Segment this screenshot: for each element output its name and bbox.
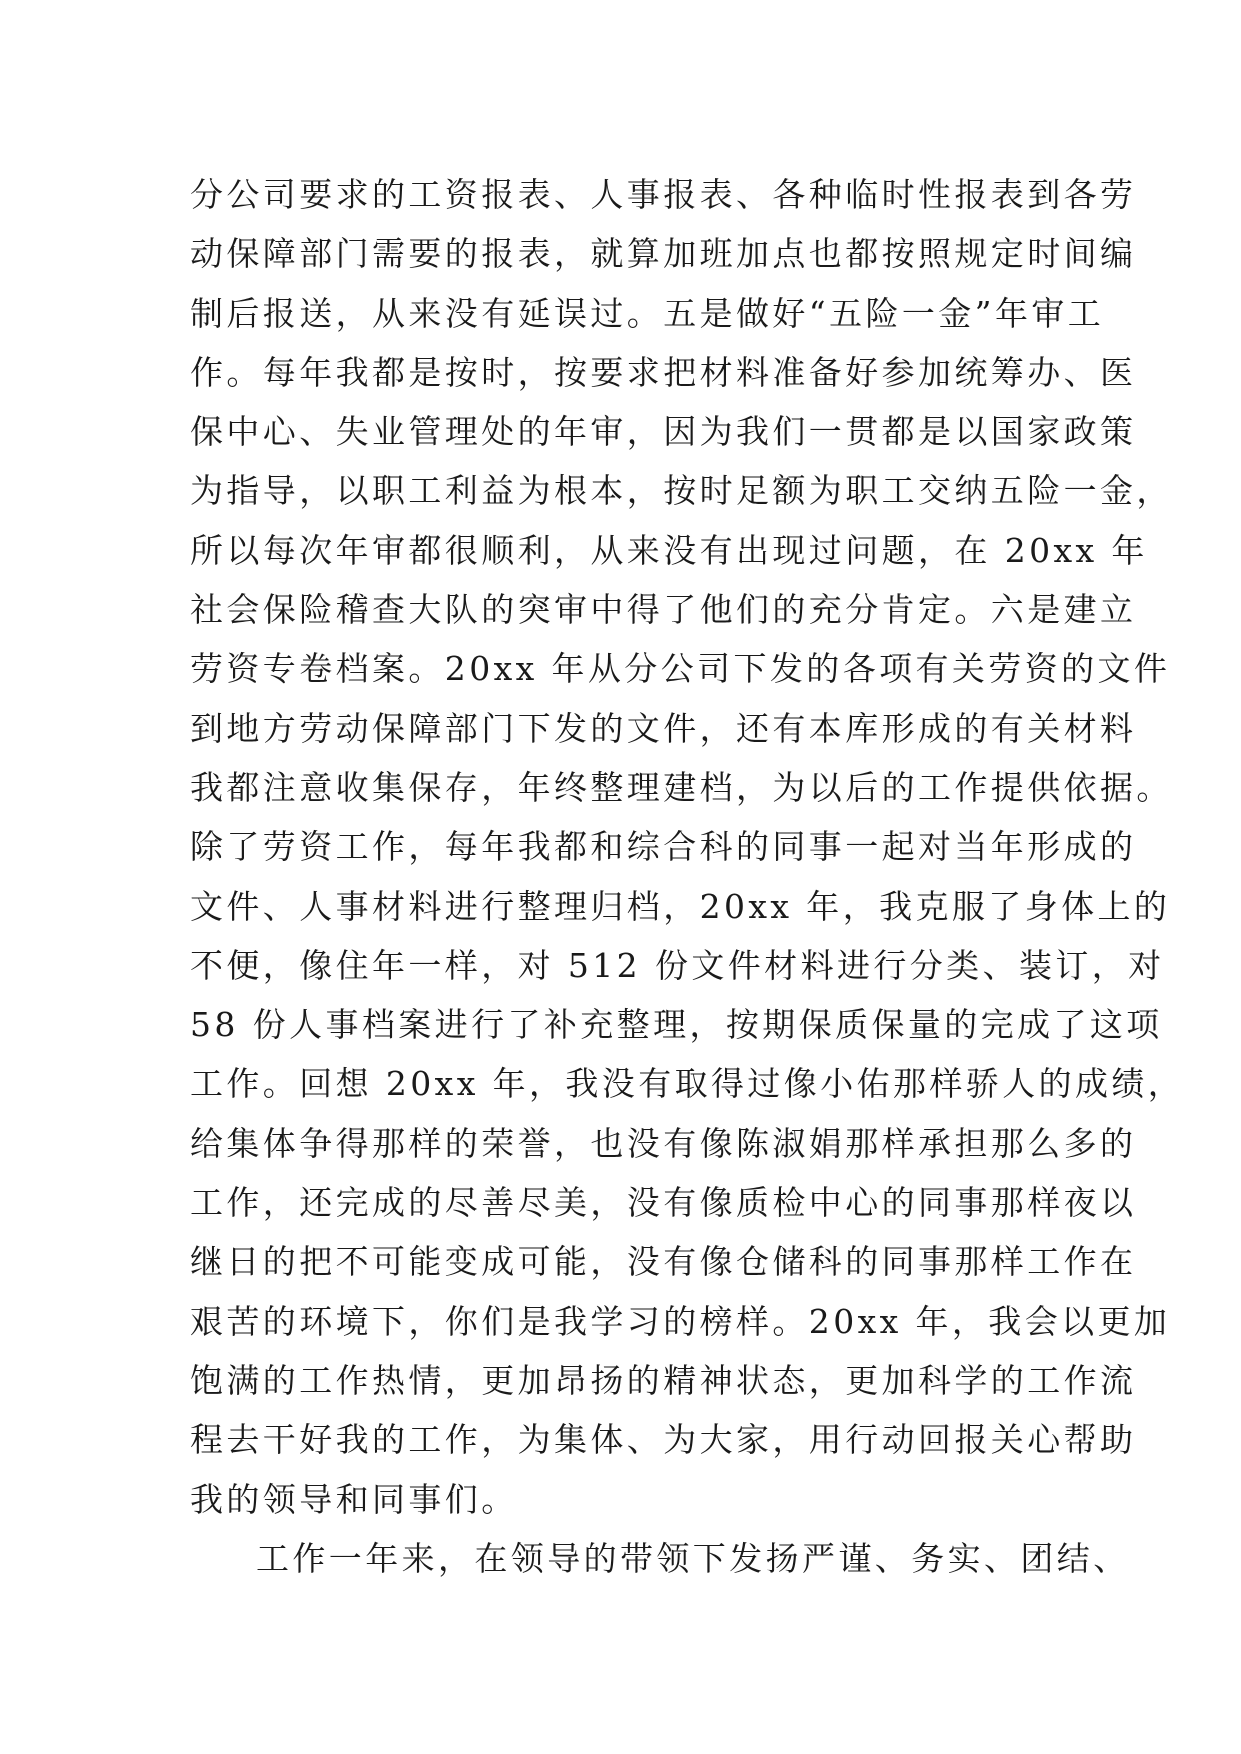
- paragraph-start-line: 工作一年来，在领导的带领下发扬严谨、务实、团结、: [256, 1538, 1130, 1578]
- text-line: 作。每年我都是按时，按要求把材料准备好参加统筹办、医: [190, 352, 1137, 392]
- text-line: 我都注意收集保存，年终整理建档，为以后的工作提供依据。: [190, 767, 1173, 807]
- text-line: 文件、人事材料进行整理归档，20xx 年，我克服了身体上的: [190, 886, 1171, 926]
- text-line: 继日的把不可能变成可能，没有像仓储科的同事那样工作在: [190, 1242, 1137, 1282]
- text-line: 不便，像住年一样，对 512 份文件材料进行分类、装订，对: [190, 945, 1165, 985]
- text-line: 社会保险稽查大队的突审中得了他们的充分肯定。六是建立: [190, 590, 1137, 630]
- text-line: 到地方劳动保障部门下发的文件，还有本库形成的有关材料: [190, 708, 1137, 748]
- text-line: 饱满的工作热情，更加昂扬的精神状态，更加科学的工作流: [190, 1360, 1137, 1400]
- text-line: 工作。回想 20xx 年，我没有取得过像小佑那样骄人的成绩，: [190, 1064, 1185, 1104]
- text-line: 动保障部门需要的报表，就算加班加点也都按照规定时间编: [190, 234, 1137, 274]
- text-line: 分公司要求的工资报表、人事报表、各种临时性报表到各劳: [190, 175, 1137, 214]
- text-line: 程去干好我的工作，为集体、为大家，用行动回报关心帮助: [190, 1420, 1137, 1460]
- text-line: 我的领导和同事们。: [190, 1479, 518, 1519]
- text-line: 为指导，以职工利益为根本，按时足额为职工交纳五险一金，: [190, 471, 1173, 511]
- text-line: 艰苦的环境下，你们是我学习的榜样。20xx 年，我会以更加: [190, 1301, 1171, 1341]
- text-line: 58 份人事档案进行了补充整理，按期保质保量的完成了这项: [190, 1005, 1163, 1045]
- text-line: 制后报送，从来没有延误过。五是做好“五险一金”年审工: [190, 293, 1105, 333]
- text-line: 给集体争得那样的荣誉，也没有像陈淑娟那样承担那么多的: [190, 1123, 1137, 1163]
- text-line: 除了劳资工作，每年我都和综合科的同事一起对当年形成的: [190, 827, 1137, 867]
- text-line: 劳资专卷档案。20xx 年从分公司下发的各项有关劳资的文件: [190, 649, 1171, 689]
- body-text: [190, 165, 1185, 1588]
- text-line: 工作，还完成的尽善尽美，没有像质检中心的同事那样夜以: [190, 1183, 1137, 1223]
- text-line: 保中心、失业管理处的年审，因为我们一贯都是以国家政策: [190, 412, 1137, 452]
- text-line: 所以每次年审都很顺利，从来没有出现过问题，在 20xx 年: [190, 530, 1148, 570]
